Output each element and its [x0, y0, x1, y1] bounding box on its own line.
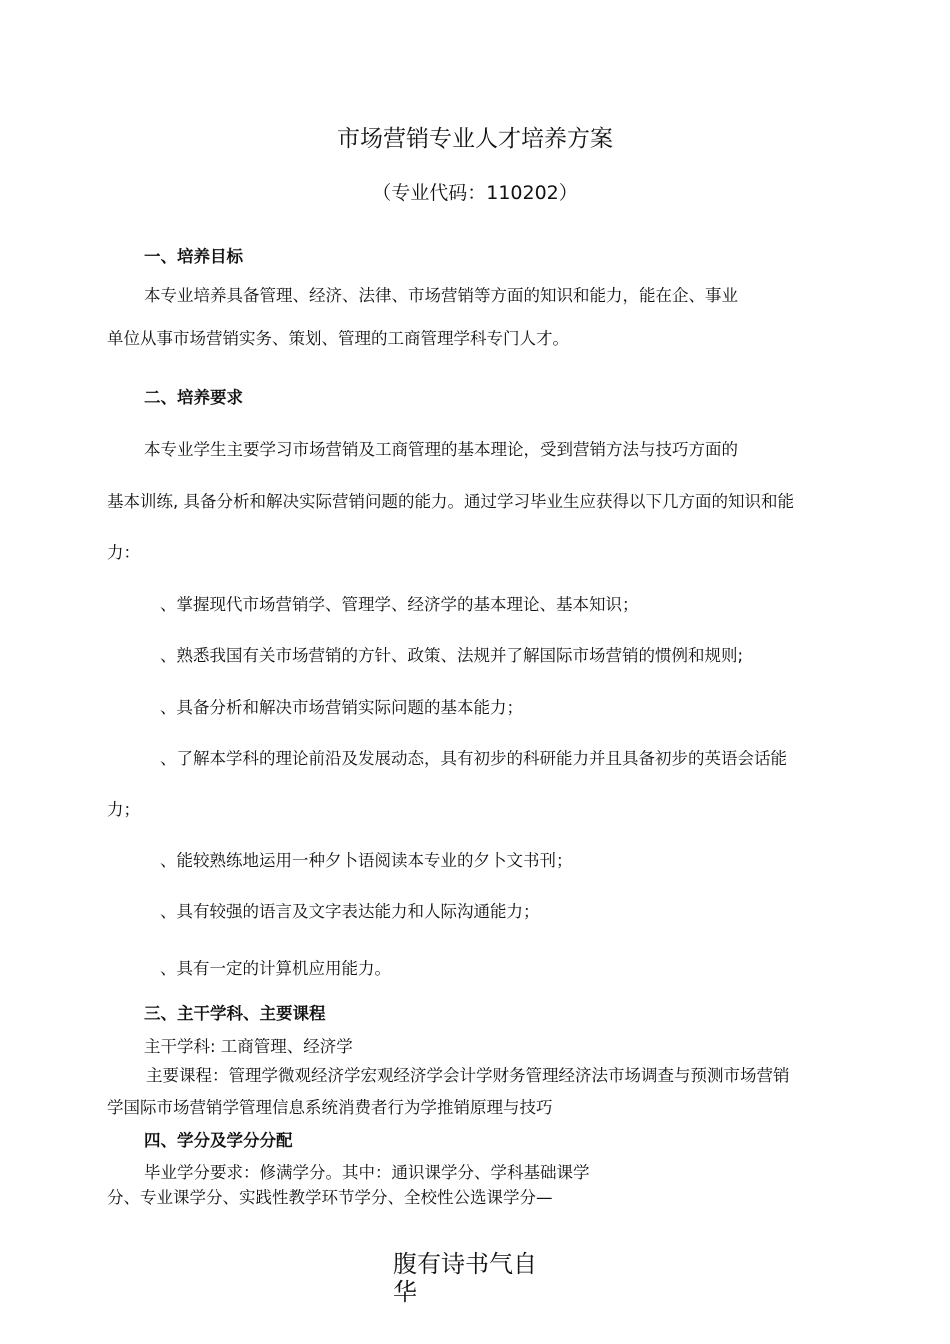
paragraph-line: 力： [107, 543, 140, 562]
section-heading-training-requirements: 二、培养要求 [144, 388, 243, 407]
paragraph-line: 主要课程：管理学微观经济学宏观经济学会计学财务管理经济法市场调查与预测市场营销 [146, 1066, 790, 1085]
footer-motto: 腹有诗书气自华 [393, 1250, 537, 1306]
list-item-continuation: 力； [107, 800, 140, 819]
document-title: 市场营销专业人才培养方案 [337, 126, 613, 152]
document-subtitle: （专业代码：110202） [372, 182, 578, 204]
paragraph-line: 分、专业课学分、实践性教学环节学分、全校性公选课学分— [107, 1188, 553, 1207]
list-item: 、熟悉我国有关市场营销的方针、政策、法规并了解国际市场营销的惯例和规则; [160, 646, 744, 665]
list-item: 、能较熟练地运用一种夕卜语阅读本专业的夕卜文书刊； [160, 851, 573, 870]
section-heading-training-goal: 一、培养目标 [144, 247, 243, 266]
paragraph-line: 学国际市场营销学管理信息系统消费者行为学推销原理与技巧 [107, 1098, 553, 1117]
list-item: 、具有较强的语言及文字表达能力和人际沟通能力； [160, 902, 540, 921]
paragraph-line: 本专业培养具备管理、经济、法律、市场营销等方面的知识和能力，能在企、事业 [144, 286, 738, 305]
list-item: 、掌握现代市场营销学、管理学、经济学的基本理论、基本知识； [160, 595, 639, 614]
section-heading-credits: 四、学分及学分分配 [144, 1131, 293, 1150]
list-item: 、具备分析和解决市场营销实际问题的基本能力； [160, 698, 523, 717]
list-item: 、具有一定的计算机应用能力。 [160, 959, 391, 978]
section-heading-main-disciplines: 三、主干学科、主要课程 [144, 1004, 326, 1023]
paragraph-line: 本专业学生主要学习市场营销及工商管理的基本理论，受到营销方法与技巧方面的 [144, 440, 738, 459]
paragraph-line: 基本训练, 具备分析和解决实际营销问题的能力。通过学习毕业生应获得以下几方面的知识和能 [107, 492, 794, 511]
paragraph-line: 主干学科: 工商管理、经济学 [144, 1037, 353, 1056]
paragraph-line: 毕业学分要求：修满学分。其中：通识课学分、学科基础课学 [144, 1163, 590, 1182]
list-item: 、了解本学科的理论前沿及发展动态，具有初步的科研能力并且具备初步的英语会话能 [160, 749, 787, 768]
paragraph-line: 单位从事市场营销实务、策划、管理的工商管理学科专门人才。 [107, 329, 569, 348]
